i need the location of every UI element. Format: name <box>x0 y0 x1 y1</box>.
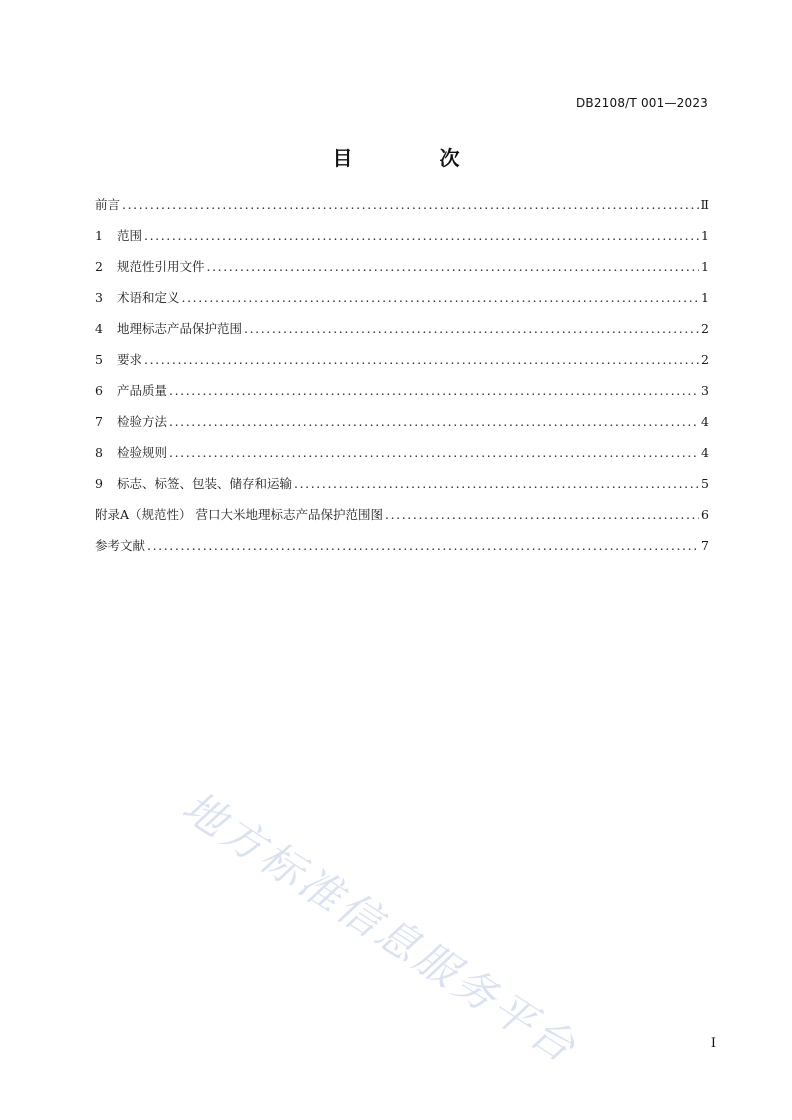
toc-entry-page: 4 <box>701 445 709 460</box>
toc-entry-number: 4 <box>95 321 103 336</box>
toc-entry-label: 参考文献 <box>95 538 146 553</box>
toc-entry-scope[interactable] <box>95 227 709 258</box>
toc-entry-number: 6 <box>95 383 103 398</box>
toc-entry-label: 要求 <box>117 352 143 367</box>
toc-entry-label: 附录A（规范性） 营口大米地理标志产品保护范围图 <box>95 507 384 522</box>
toc-entry-product-quality[interactable] <box>95 382 709 413</box>
toc-entry-bibliography[interactable] <box>95 537 709 568</box>
toc-entry-label: 前言 <box>95 197 121 212</box>
toc-entry-label: 地理标志产品保护范围 <box>117 321 243 336</box>
toc-entry-number: 5 <box>95 352 103 367</box>
toc-leader-dots <box>207 258 699 276</box>
toc-leader-dots <box>182 289 699 307</box>
toc-entry-number: 2 <box>95 259 103 274</box>
toc-entry-marking-packaging[interactable] <box>95 475 709 506</box>
toc-entry-page: 7 <box>701 538 709 553</box>
toc-leader-dots <box>122 196 698 214</box>
toc-entry-page: 5 <box>701 476 709 491</box>
toc-entry-number: 1 <box>95 228 103 243</box>
toc-entry-normative-references[interactable] <box>95 258 709 289</box>
toc-entry-number: 8 <box>95 445 103 460</box>
toc-leader-dots <box>144 351 699 369</box>
toc-entry-requirements[interactable] <box>95 351 709 382</box>
toc-entry-page: Ⅱ <box>700 197 709 212</box>
toc-entry-page: 1 <box>701 290 709 305</box>
toc-entry-label: 范围 <box>117 228 143 243</box>
toc-entry-label: 规范性引用文件 <box>117 259 205 274</box>
toc-title: 目 次 <box>332 146 500 170</box>
toc-leader-dots <box>244 320 699 338</box>
page-number: I <box>710 1036 716 1051</box>
toc-entry-test-methods[interactable] <box>95 413 709 444</box>
toc-leader-dots <box>294 475 699 493</box>
toc-entry-number: 3 <box>95 290 103 305</box>
watermark: 地方标准信息服务平台 <box>173 781 587 1074</box>
table-of-contents <box>95 196 709 568</box>
toc-leader-dots <box>169 413 699 431</box>
toc-entry-label: 产品质量 <box>117 383 168 398</box>
toc-entry-label: 术语和定义 <box>117 290 180 305</box>
toc-entry-foreword[interactable] <box>95 196 709 227</box>
toc-entry-label: 检验方法 <box>117 414 168 429</box>
toc-entry-page: 2 <box>701 321 709 336</box>
toc-entry-page: 6 <box>701 507 709 522</box>
toc-entry-page: 3 <box>701 383 709 398</box>
toc-entry-number: 7 <box>95 414 103 429</box>
toc-entry-label: 标志、标签、包装、储存和运输 <box>117 476 293 491</box>
toc-leader-dots <box>169 444 699 462</box>
toc-entry-page: 4 <box>701 414 709 429</box>
toc-entry-appendix-a[interactable] <box>95 506 709 537</box>
toc-leader-dots <box>144 227 699 245</box>
toc-entry-label: 检验规则 <box>117 445 168 460</box>
toc-entry-page: 2 <box>701 352 709 367</box>
document-code: DB2108/T 001—2023 <box>575 96 708 110</box>
toc-entry-inspection-rules[interactable] <box>95 444 709 475</box>
toc-entry-protection-scope[interactable] <box>95 320 709 351</box>
toc-entry-number: 9 <box>95 476 103 491</box>
toc-leader-dots <box>169 382 699 400</box>
toc-leader-dots <box>147 537 699 555</box>
toc-entry-page: 1 <box>701 228 709 243</box>
toc-leader-dots <box>385 506 699 524</box>
toc-entry-terms-definitions[interactable] <box>95 289 709 320</box>
toc-entry-page: 1 <box>701 259 709 274</box>
